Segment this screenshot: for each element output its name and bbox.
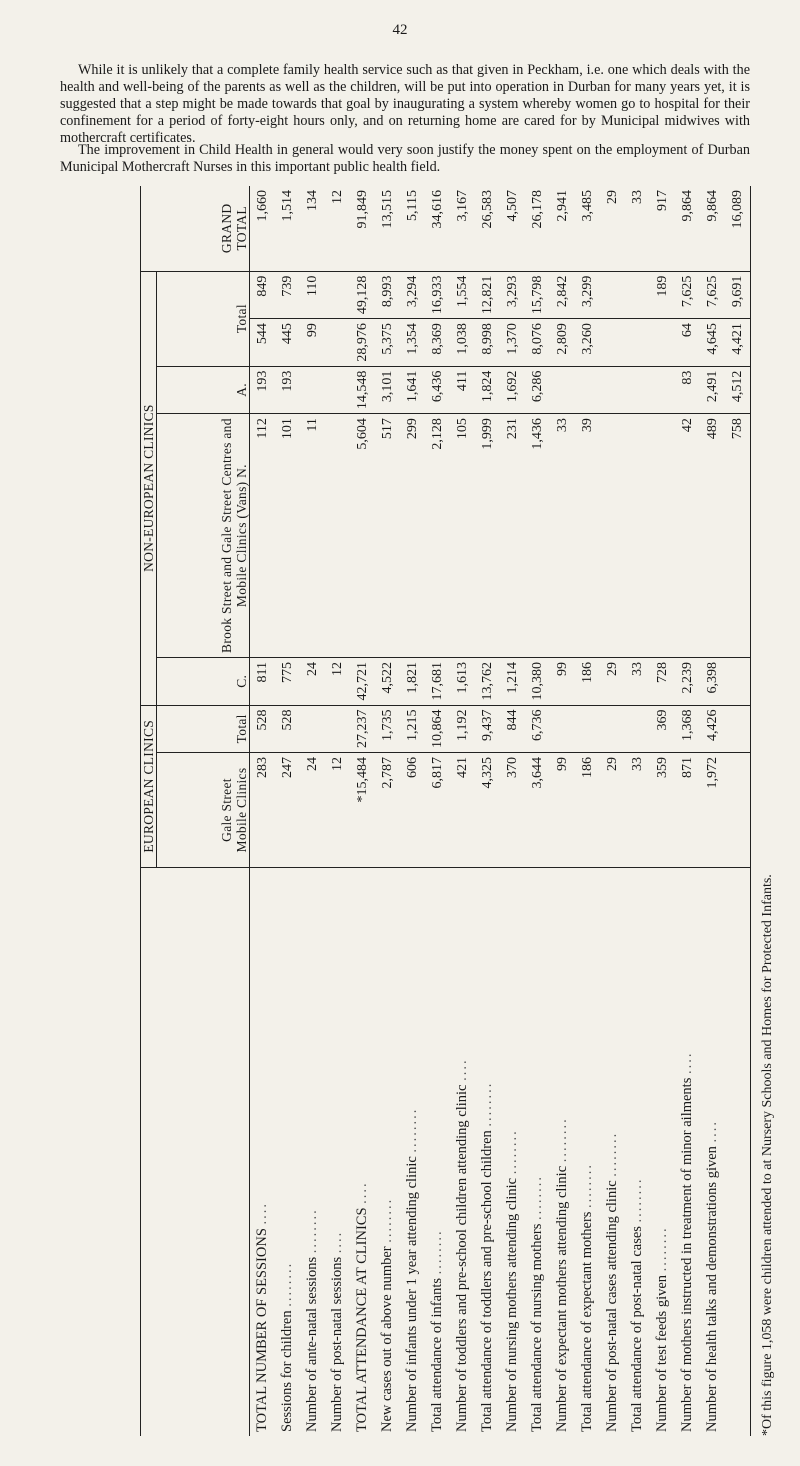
cell-value: 544 [250,319,276,367]
cell-value: 7,625 [675,271,700,319]
cell-value: 1,192 [450,705,475,753]
cell-value: 29 [600,658,625,706]
cell-value: 283 [250,753,276,868]
cell-value [650,319,675,367]
grand-total-header: GRAND TOTAL [141,186,250,271]
cell-value: 26,583 [475,186,500,271]
cell-value: 1,368 [675,705,700,753]
row-leader-dots: ........ [279,1261,295,1307]
cell-value: 186 [575,658,600,706]
cell-value: 1,215 [400,705,425,753]
cell-value: 4,507 [500,186,525,271]
row-label [575,868,600,1437]
cell-value: 871 [675,753,700,868]
row-label-text: Number of toddlers and pre-school children attending clinic [454,1084,470,1432]
cell-value: 3,260 [575,319,600,367]
row-leader-dots: ........ [654,1226,670,1272]
cell-value: 6,817 [425,753,450,868]
cell-value: 12 [325,658,350,706]
cell-value: 1,514 [275,186,300,271]
cell-value: 445 [275,319,300,367]
cell-value: 1,354 [400,319,425,367]
cell-value: 359 [650,753,675,868]
cell-value: 15,798 [525,271,550,319]
cell-value [325,366,350,414]
cell-value: 110 [300,271,325,319]
cell-value: 29 [600,753,625,868]
cell-value [600,366,625,414]
cell-value: 8,369 [425,319,450,367]
cell-value: 8,993 [375,271,400,319]
cell-value: 28,976 [350,319,375,367]
cell-value: 1,613 [450,658,475,706]
cell-value: 1,436 [525,414,550,658]
footnote: *Of this figure 1,058 were children attended to at Nursery Schools and Homes for Protected Infants. [760,874,775,1436]
row-label [600,868,625,1437]
row-label [675,868,700,1437]
row-label-text: Number of infants under 1 year attending clinic [404,1156,420,1432]
row-label [425,868,450,1437]
row-leader-dots: ........ [504,1129,520,1175]
cell-value [325,319,350,367]
row-label [375,868,400,1437]
cell-value [575,366,600,414]
cell-value: 2,941 [550,186,575,271]
table-row [275,186,300,1436]
cell-value: 4,325 [475,753,500,868]
cell-value: 3,644 [525,753,550,868]
cell-value [625,366,650,414]
table-row [575,186,600,1436]
row-leader-dots: .... [679,1051,695,1075]
table-row [400,186,425,1436]
row-label-text: Number of health talks and demonstrations given [704,1146,720,1432]
cell-value: 370 [500,753,525,868]
row-label-text: Total attendance of toddlers and pre-school children [479,1130,495,1432]
row-label [550,868,575,1437]
row-leader-dots: .... [704,1119,720,1143]
row-leader-dots: ........ [479,1081,495,1127]
cell-value: 5,604 [350,414,375,658]
table-row [475,186,500,1436]
cell-value: 8,076 [525,319,550,367]
row-label-text: Total attendance of post-natal cases [629,1226,645,1432]
table-row [350,186,375,1436]
row-leader-dots: .... [329,1230,345,1254]
table-row [425,186,450,1436]
cell-value: 849 [250,271,276,319]
table-group-header-row [141,186,157,1436]
row-label [350,868,375,1437]
table-row [650,186,675,1436]
cell-value: 369 [650,705,675,753]
cell-value [625,271,650,319]
cell-value: 13,762 [475,658,500,706]
row-leader-dots: ........ [429,1229,445,1275]
cell-value: 231 [500,414,525,658]
col-european-total: Total [157,705,250,753]
col-non-european-total: Total [157,271,250,366]
row-label [250,868,276,1437]
cell-value: 1,554 [450,271,475,319]
row-label-text: New cases out of above number [379,1246,395,1432]
row-label [700,868,725,1437]
table-row [300,186,325,1436]
col-n: Brook Street and Gale Street Centres and Mobile Clinics (Vans) N. [157,414,250,658]
cell-value: 917 [650,186,675,271]
cell-value: 7,625 [700,271,725,319]
row-leader-dots: .... [454,1058,470,1081]
row-leader-dots: ........ [304,1208,320,1254]
cell-value: 247 [275,753,300,868]
cell-value: 775 [275,658,300,706]
cell-value [725,705,751,753]
row-label [400,868,425,1437]
row-label [650,868,675,1437]
cell-value [625,319,650,367]
cell-value: 193 [275,366,300,414]
cell-value: 8,998 [475,319,500,367]
cell-value [325,705,350,753]
cell-value [300,705,325,753]
cell-value: 421 [450,753,475,868]
row-label [275,868,300,1437]
row-label [725,868,751,1437]
cell-value: 16,089 [725,186,751,271]
cell-value: 2,787 [375,753,400,868]
table-row [700,186,725,1436]
row-label [475,868,500,1437]
cell-value: 2,809 [550,319,575,367]
row-label-text: Number of mothers instructed in treatment of minor ailments [679,1077,695,1432]
cell-value: 3,294 [400,271,425,319]
cell-value: 9,864 [700,186,725,271]
cell-value: 33 [625,186,650,271]
table-row [450,186,475,1436]
cell-value: 4,522 [375,658,400,706]
cell-value: 2,491 [700,366,725,414]
clinic-statistics-table [140,186,751,1436]
cell-value: 1,824 [475,366,500,414]
cell-value: 5,375 [375,319,400,367]
row-label-text: Number of nursing mothers attending clinic [504,1177,520,1432]
cell-value: 24 [300,753,325,868]
col-c: C. [157,658,250,706]
row-label [300,868,325,1437]
cell-value: 33 [550,414,575,658]
cell-value [600,271,625,319]
row-leader-dots: .... [354,1181,370,1204]
cell-value [325,414,350,658]
cell-value: 16,933 [425,271,450,319]
col-a: A. [157,366,250,414]
paragraph-1: While it is unlikely that a complete family health service such as that given in Peckham, i.e. one which deals with the health and well-being of the parents as well as the children, will be put into operation in Durban for many years yet, it is suggested that a step might be made towards that goal by inaugurating a system whereby women go to hospital for their confinement for a period of forty-eight hours only, and on returning home are cared for by Municipal midwives with mothercraft certificates. [60,62,750,146]
cell-value: 99 [300,319,325,367]
cell-value: 6,286 [525,366,550,414]
cell-value [300,366,325,414]
cell-value: 299 [400,414,425,658]
row-leader-dots: ........ [404,1107,420,1153]
row-leader-dots: ........ [529,1175,545,1220]
cell-value: 1,821 [400,658,425,706]
row-label-text: Number of post-natal sessions [329,1256,345,1432]
european-clinics-header: EUROPEAN CLINICS [141,705,157,867]
table-row [500,186,525,1436]
table-row [375,186,400,1436]
cell-value: 6,436 [425,366,450,414]
row-label-text: Total attendance of infants [429,1278,445,1432]
row-label-text: TOTAL ATTENDANCE AT CLINICS [354,1207,370,1432]
cell-value [650,366,675,414]
cell-value: 134 [300,186,325,271]
page-number: 42 [392,22,408,38]
cell-value: 91,849 [350,186,375,271]
cell-value: 411 [450,366,475,414]
cell-value: 64 [675,319,700,367]
table-row [625,186,650,1436]
cell-value: 9,691 [725,271,751,319]
cell-value: 1,692 [500,366,525,414]
cell-value: 33 [625,753,650,868]
cell-value: 739 [275,271,300,319]
cell-value: 105 [450,414,475,658]
cell-value: 26,178 [525,186,550,271]
statistics-table-rotated [140,186,750,1436]
cell-value: 9,437 [475,705,500,753]
cell-value: 811 [250,658,276,706]
row-leader-dots: ........ [604,1131,620,1177]
cell-value: 2,239 [675,658,700,706]
cell-value: 34,616 [425,186,450,271]
cell-value: 3,485 [575,186,600,271]
cell-value: 517 [375,414,400,658]
cell-value: 844 [500,705,525,753]
row-label [500,868,525,1437]
cell-value [600,319,625,367]
cell-value: 528 [250,705,276,753]
cell-value: 112 [250,414,276,658]
cell-value: 10,380 [525,658,550,706]
cell-value: 12 [325,186,350,271]
cell-value: 99 [550,658,575,706]
cell-value: 528 [275,705,300,753]
row-leader-dots: ........ [579,1162,595,1208]
cell-value: 2,128 [425,414,450,658]
cell-value: 3,167 [450,186,475,271]
cell-value: 758 [725,414,751,658]
cell-value: 606 [400,753,425,868]
cell-value [550,705,575,753]
cell-value: 99 [550,753,575,868]
cell-value [600,414,625,658]
cell-value: 17,681 [425,658,450,706]
row-leader-dots: .... [254,1201,270,1225]
row-label-text: Number of post-natal cases attending clinic [604,1180,620,1432]
table-row [525,186,550,1436]
cell-value [650,414,675,658]
cell-value [725,658,751,706]
cell-value: 27,237 [350,705,375,753]
paragraph-2: The improvement in Child Health in general would very soon justify the money spent on the employment of Durban Municipal Mothercraft Nurses in this important public health field. [60,142,750,175]
cell-value [575,705,600,753]
cell-value: 3,299 [575,271,600,319]
cell-value: 6,736 [525,705,550,753]
row-label-text: Total attendance of nursing mothers [529,1223,545,1432]
cell-value: *15,484 [350,753,375,868]
cell-value: 14,548 [350,366,375,414]
cell-value: 4,645 [700,319,725,367]
cell-value [550,366,575,414]
table-row [725,186,751,1436]
cell-value [600,705,625,753]
cell-value: 11 [300,414,325,658]
cell-value: 3,101 [375,366,400,414]
cell-value: 1,641 [400,366,425,414]
cell-value: 189 [650,271,675,319]
row-label [525,868,550,1437]
cell-value: 29 [600,186,625,271]
cell-value: 3,293 [500,271,525,319]
cell-value: 186 [575,753,600,868]
cell-value: 39 [575,414,600,658]
cell-value: 1,370 [500,319,525,367]
row-leader-dots: ........ [629,1177,645,1223]
cell-value: 83 [675,366,700,414]
row-label-text: Sessions for children [279,1310,295,1432]
cell-value: 489 [700,414,725,658]
row-label-text: Number of ante-natal sessions [304,1256,320,1432]
cell-value: 2,842 [550,271,575,319]
table-row [250,186,276,1436]
cell-value: 1,735 [375,705,400,753]
row-label-text: Number of expectant mothers attending clinic [554,1165,570,1432]
cell-value [625,414,650,658]
table-row [325,186,350,1436]
table-row [600,186,625,1436]
cell-value: 24 [300,658,325,706]
cell-value: 101 [275,414,300,658]
cell-value: 1,999 [475,414,500,658]
row-leader-dots: ........ [379,1197,395,1243]
row-label-text: Number of test feeds given [654,1274,670,1432]
cell-value: 9,864 [675,186,700,271]
cell-value: 42,721 [350,658,375,706]
row-label-header [141,868,250,1437]
cell-value: 1,972 [700,753,725,868]
row-label [450,868,475,1437]
cell-value [725,753,751,868]
cell-value: 13,515 [375,186,400,271]
cell-value: 1,660 [250,186,276,271]
col-gale-street-mobile: Gale Street Mobile Clinics [157,753,250,868]
cell-value: 1,214 [500,658,525,706]
cell-value: 12 [325,753,350,868]
cell-value: 4,512 [725,366,751,414]
non-european-clinics-header: NON-EUROPEAN CLINICS [141,271,157,705]
cell-value: 49,128 [350,271,375,319]
cell-value: 33 [625,658,650,706]
cell-value [325,271,350,319]
row-label-text: Total attendance of expectant mothers [579,1211,595,1432]
table-row [550,186,575,1436]
row-leader-dots: ........ [554,1117,570,1163]
cell-value: 728 [650,658,675,706]
cell-value: 5,115 [400,186,425,271]
cell-value: 4,421 [725,319,751,367]
cell-value: 193 [250,366,276,414]
table-row [675,186,700,1436]
cell-value [625,705,650,753]
cell-value: 10,864 [425,705,450,753]
cell-value: 42 [675,414,700,658]
row-label [625,868,650,1437]
cell-value: 1,038 [450,319,475,367]
cell-value: 4,426 [700,705,725,753]
row-label-text: TOTAL NUMBER OF SESSIONS [254,1228,270,1432]
cell-value: 6,398 [700,658,725,706]
cell-value: 12,821 [475,271,500,319]
row-label [325,868,350,1437]
